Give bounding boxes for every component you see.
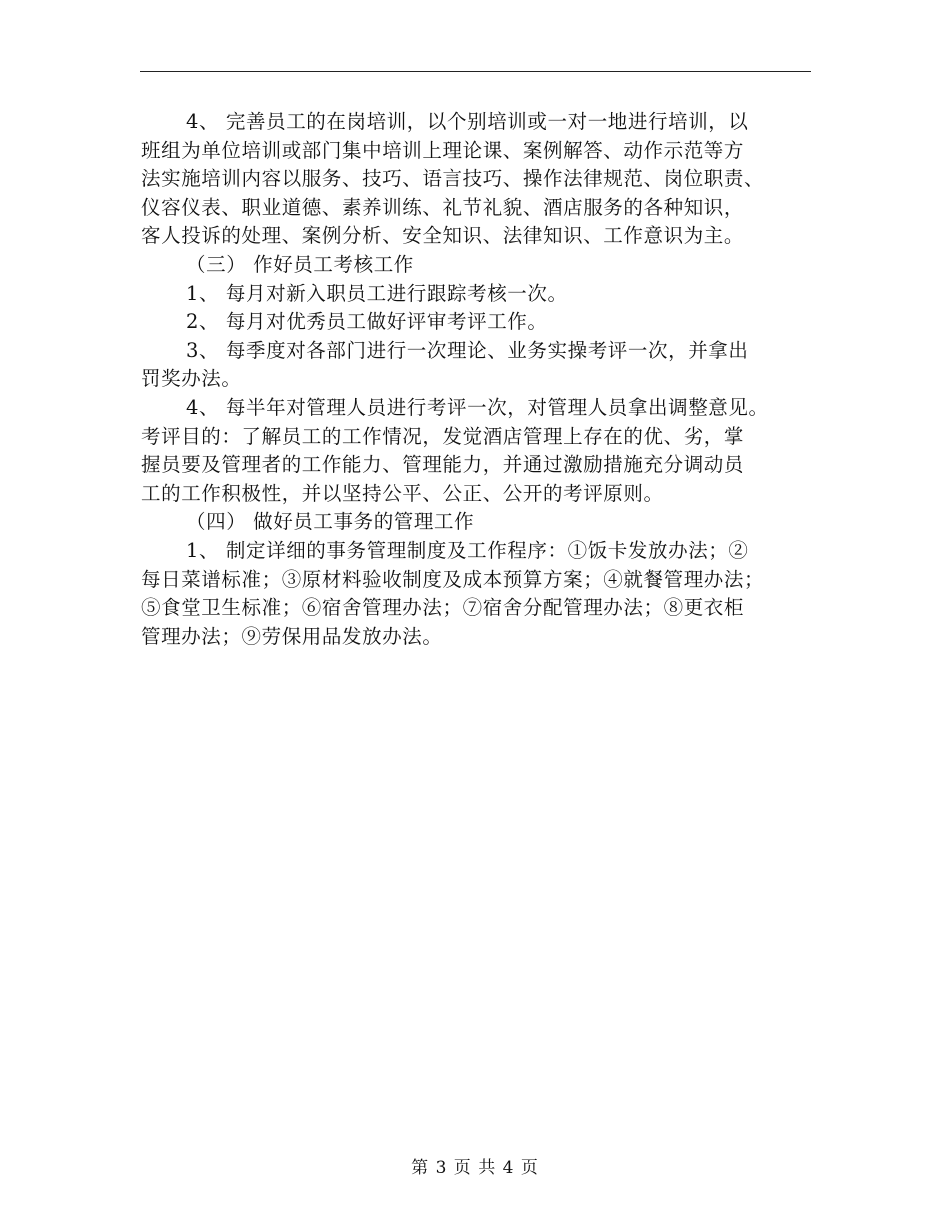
header-rule bbox=[140, 71, 811, 72]
document-body bbox=[141, 108, 816, 651]
text-line: 握员要及管理者的工作能力、管理能力，并通过激励措施充分调动员 bbox=[141, 453, 745, 477]
text-line: 1、 每月对新入职员工进行跟踪考核一次。 bbox=[186, 281, 568, 305]
section-heading: （四） 做好员工事务的管理工作 bbox=[186, 510, 475, 534]
text-line: 罚奖办法。 bbox=[141, 367, 242, 391]
text-line: 客人投诉的处理、案例分析、安全知识、法律知识、工作意识为主。 bbox=[141, 224, 745, 248]
text-line: 3、 每季度对各部门进行一次理论、业务实操考评一次，并拿出 bbox=[186, 338, 749, 362]
text-line: 仪容仪表、职业道德、素养训练、礼节礼貌、酒店服务的各种知识， bbox=[141, 195, 745, 219]
text-line: 2、 每月对优秀员工做好评审考评工作。 bbox=[186, 310, 548, 334]
text-line: 4、 每半年对管理人员进行考评一次，对管理人员拿出调整意见。 bbox=[186, 395, 769, 419]
text-line: 每日菜谱标准；③原材料验收制度及成本预算方案；④就餐管理办法； bbox=[141, 567, 765, 591]
text-line: ⑤食堂卫生标准；⑥宿舍管理办法；⑦宿舍分配管理办法；⑧更衣柜 bbox=[141, 596, 745, 620]
page-number-footer: 第 3 页 共 4 页 bbox=[411, 1158, 539, 1178]
text-line: 工的工作积极性，并以坚持公平、公正、公开的考评原则。 bbox=[141, 481, 664, 505]
text-line: 考评目的：了解员工的工作情况，发觉酒店管理上存在的优、劣，掌 bbox=[141, 424, 745, 448]
text-line: 4、 完善员工的在岗培训，以个别培训或一对一地进行培训，以 bbox=[186, 110, 749, 133]
text-line: 班组为单位培训或部门集中培训上理论课、案例解答、动作示范等方 bbox=[141, 138, 745, 162]
section-heading: （三） 作好员工考核工作 bbox=[186, 252, 414, 276]
text-line: 法实施培训内容以服务、技巧、语言技巧、操作法律规范、岗位职责、 bbox=[141, 167, 765, 191]
text-line: 管理办法；⑨劳保用品发放办法。 bbox=[141, 624, 443, 648]
text-line: 1、 制定详细的事务管理制度及工作程序：①饭卡发放办法；② bbox=[186, 538, 749, 562]
